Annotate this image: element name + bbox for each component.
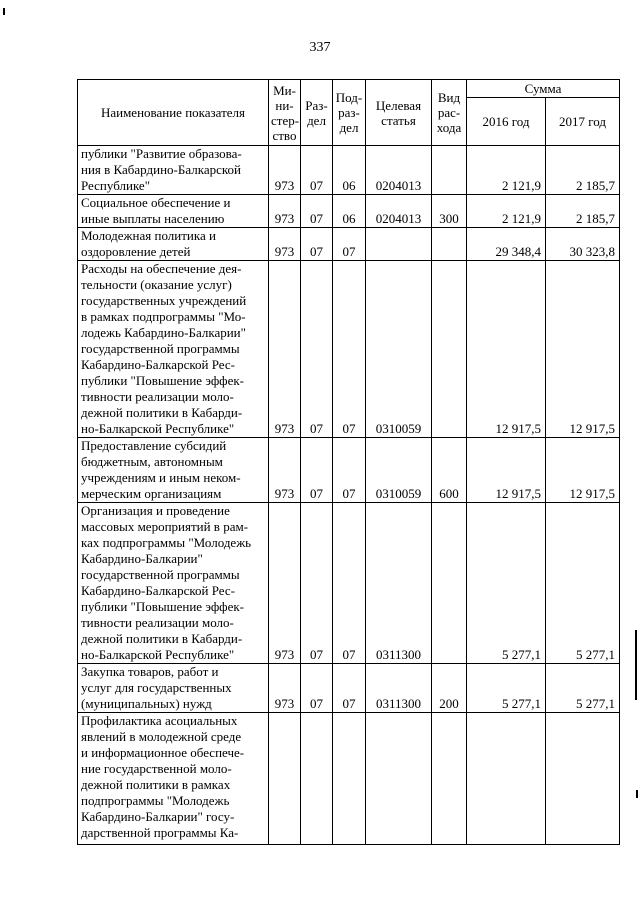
row-subsection: 06: [333, 195, 366, 228]
row-sum-2016: 12 917,5: [467, 261, 546, 438]
row-sum-2017: 30 323,8: [546, 228, 620, 261]
table-row: [78, 228, 620, 261]
row-name: Предоставление субсидий бюджетным, автономным учреждениям и иным неком- мерческим организациям: [78, 438, 269, 503]
table-row: [78, 195, 620, 228]
row-target: 0310059: [366, 438, 432, 503]
row-ministry: 973: [269, 146, 301, 195]
header-sum: Сумма: [467, 80, 620, 98]
scan-mark: [636, 790, 638, 798]
row-target: 0311300: [366, 664, 432, 713]
row-section: 07: [301, 146, 333, 195]
row-name: Закупка товаров, работ и услуг для государственных (муниципальных) нужд: [78, 664, 269, 713]
row-name: Организация и проведение массовых мероприятий в рам- ках подпрограммы "Молодежь Кабардино-Балкарии" государственной программы Кабардино-Балкарской Рес- публики "Повышение эффек- тивности реализации моло- дежной политики в Кабарди- но-Балкарской Республике": [78, 503, 269, 664]
row-sum-2016: 29 348,4: [467, 228, 546, 261]
row-subsection: 07: [333, 664, 366, 713]
row-target: 0204013: [366, 195, 432, 228]
row-target: 0311300: [366, 503, 432, 664]
row-expense-type: 600: [432, 438, 467, 503]
budget-table: [77, 79, 620, 845]
row-section: 07: [301, 503, 333, 664]
row-section: 07: [301, 261, 333, 438]
row-ministry: 973: [269, 195, 301, 228]
row-subsection: 06: [333, 146, 366, 195]
row-ministry: 973: [269, 261, 301, 438]
row-expense-type: [432, 713, 467, 845]
row-expense-type: 300: [432, 195, 467, 228]
row-ministry: [269, 713, 301, 845]
header-target: Целевая статья: [366, 80, 432, 146]
scan-mark: [635, 630, 637, 700]
table-row: [78, 261, 620, 438]
row-sum-2017: 12 917,5: [546, 261, 620, 438]
row-ministry: 973: [269, 438, 301, 503]
row-expense-type: [432, 146, 467, 195]
row-section: 07: [301, 228, 333, 261]
row-expense-type: 200: [432, 664, 467, 713]
table-row: [78, 664, 620, 713]
header-name: Наименование показателя: [78, 80, 269, 146]
row-subsection: 07: [333, 438, 366, 503]
row-sum-2017: 2 185,7: [546, 195, 620, 228]
row-name: Профилактика асоциальных явлений в молодежной среде и информационное обеспече- ние государственной моло- дежной политики в рамках подпрограммы "Молодежь Кабардино-Балкарии" госу- дарственной программы Ка-: [78, 713, 269, 845]
row-sum-2017: 2 185,7: [546, 146, 620, 195]
row-subsection: 07: [333, 228, 366, 261]
row-subsection: [333, 713, 366, 845]
row-target: 0310059: [366, 261, 432, 438]
row-sum-2017: 5 277,1: [546, 664, 620, 713]
row-target: 0204013: [366, 146, 432, 195]
row-name: Молодежная политика и оздоровление детей: [78, 228, 269, 261]
header-expense-type: Вид рас- хода: [432, 80, 467, 146]
row-sum-2016: 2 121,9: [467, 195, 546, 228]
row-expense-type: [432, 228, 467, 261]
row-sum-2016: 5 277,1: [467, 503, 546, 664]
table-row: [78, 503, 620, 664]
row-name: Социальное обеспечение и иные выплаты населению: [78, 195, 269, 228]
row-subsection: 07: [333, 503, 366, 664]
header-section: Раз- дел: [301, 80, 333, 146]
table-header: [78, 80, 620, 146]
row-section: 07: [301, 664, 333, 713]
row-target: [366, 713, 432, 845]
row-ministry: 973: [269, 664, 301, 713]
header-subsection: Под- раз- дел: [333, 80, 366, 146]
row-sum-2017: 12 917,5: [546, 438, 620, 503]
row-section: [301, 713, 333, 845]
row-sum-2017: 5 277,1: [546, 503, 620, 664]
header-ministry: Ми- ни- стер- ство: [269, 80, 301, 146]
row-expense-type: [432, 261, 467, 438]
header-year-2016: 2016 год: [467, 98, 546, 146]
table-row: [78, 713, 620, 845]
row-sum-2016: [467, 713, 546, 845]
row-ministry: 973: [269, 228, 301, 261]
row-section: 07: [301, 195, 333, 228]
row-name: публики "Развитие образова- ния в Кабардино-Балкарской Республике": [78, 146, 269, 195]
row-sum-2017: [546, 713, 620, 845]
table-row: [78, 146, 620, 195]
header-year-2017: 2017 год: [546, 98, 620, 146]
row-sum-2016: 5 277,1: [467, 664, 546, 713]
row-subsection: 07: [333, 261, 366, 438]
table-row: [78, 438, 620, 503]
row-sum-2016: 12 917,5: [467, 438, 546, 503]
page-number: 337: [309, 40, 331, 55]
row-section: 07: [301, 438, 333, 503]
row-sum-2016: 2 121,9: [467, 146, 546, 195]
scan-mark: [3, 8, 5, 15]
row-target: [366, 228, 432, 261]
row-ministry: 973: [269, 503, 301, 664]
row-name: Расходы на обеспечение дея- тельности (оказание услуг) государственных учреждений в рамках подпрограммы "Мо- лодежь Кабардино-Балкарии" государственной программы Кабардино-Балкарской Рес- публики "Повышение эффек- тивности реализации моло- дежной политики в Кабарди- но-Балкарской Республике": [78, 261, 269, 438]
row-expense-type: [432, 503, 467, 664]
